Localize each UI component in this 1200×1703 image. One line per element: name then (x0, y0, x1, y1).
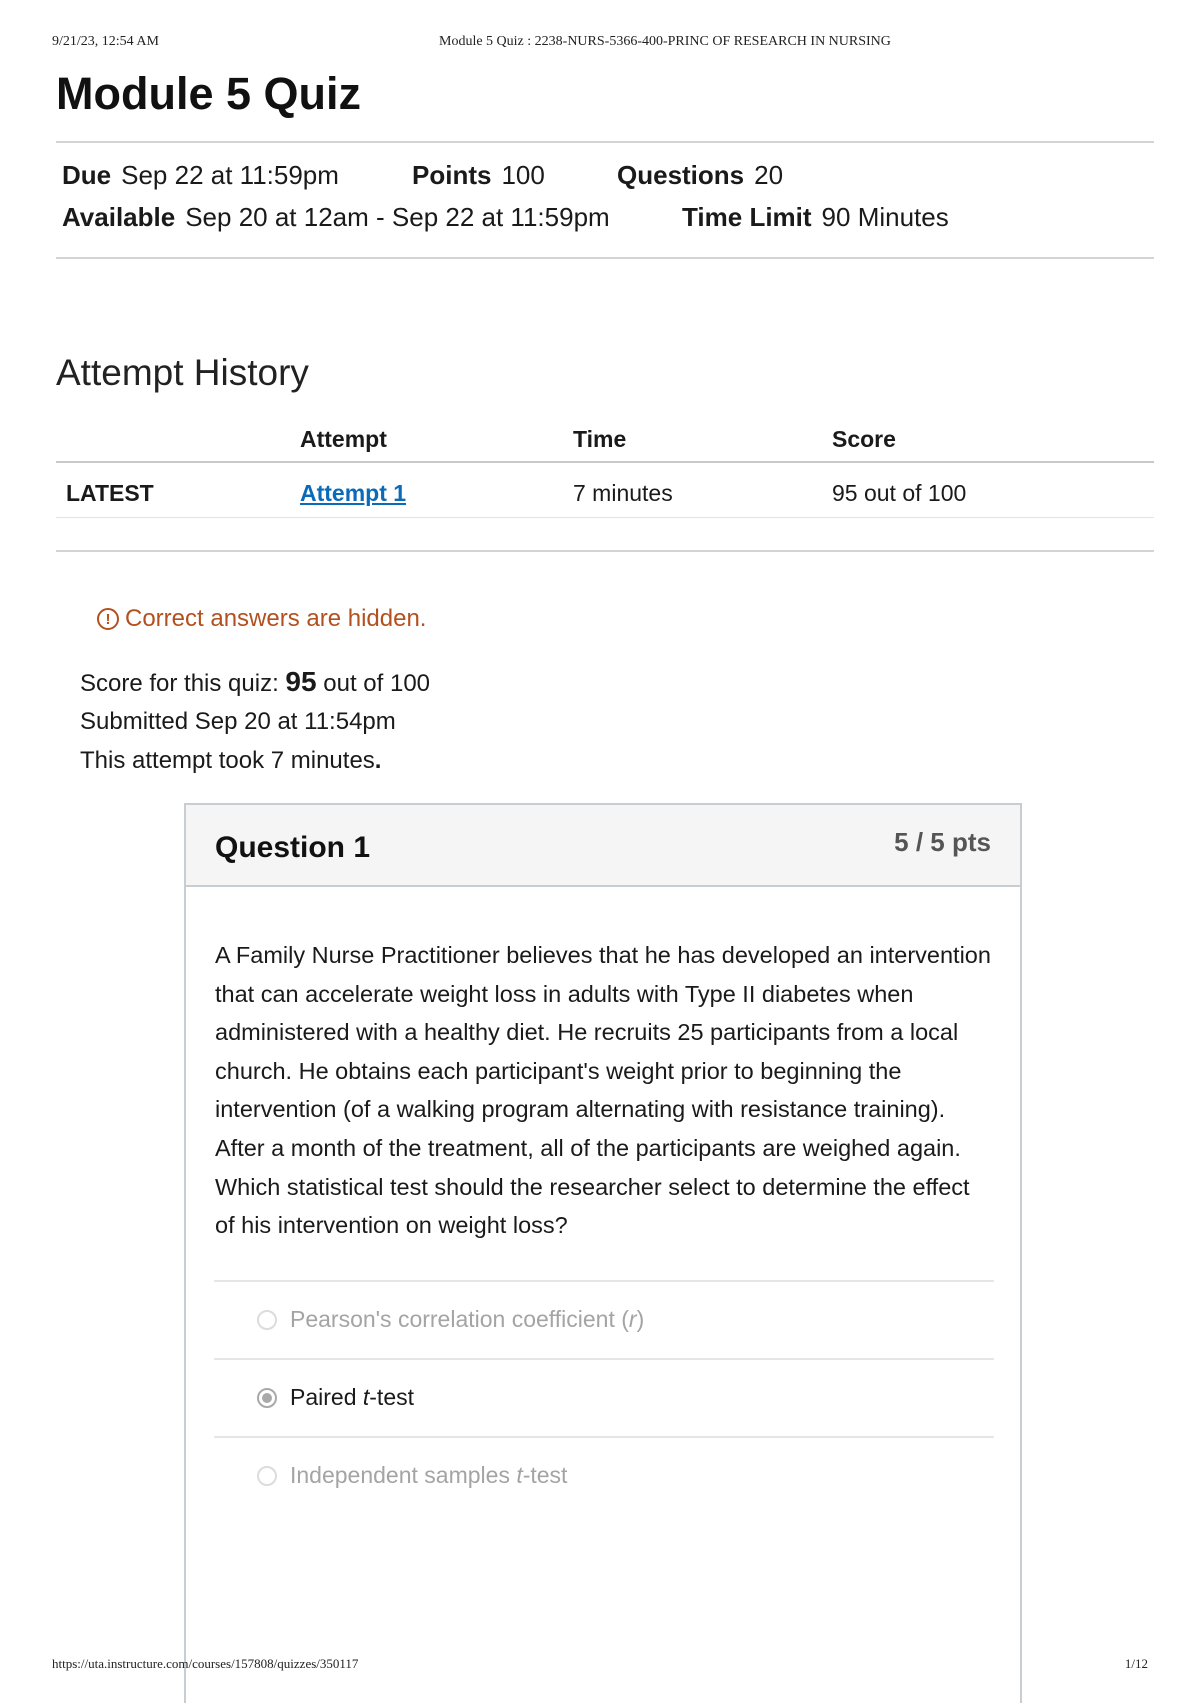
points-info (412, 160, 545, 191)
question-header (186, 805, 1020, 887)
answer-label (290, 1462, 567, 1489)
answer-option[interactable] (214, 1280, 994, 1358)
due-label: Due (62, 160, 112, 190)
points-label: Points (412, 160, 492, 190)
question-points: 5 / 5 pts (894, 827, 991, 857)
questions-value: 20 (754, 160, 784, 190)
available-label: Available (62, 202, 176, 232)
divider (56, 141, 1154, 143)
duration-text: This attempt took 7 minutes (80, 747, 375, 774)
print-page-title: Module 5 Quiz : 2238-NURS-5366-400-PRINC OF RESEARCH IN NURSING (439, 34, 891, 49)
questions-info (617, 160, 783, 191)
latest-tag: LATEST (66, 480, 154, 506)
duration-line (80, 747, 381, 775)
table-row-rule (56, 517, 1154, 518)
column-header-score: Score (832, 426, 896, 452)
answer-label-symbol: r (628, 1306, 637, 1332)
question-text: A Family Nurse Practitioner believes that he has developed an intervention that can accelerate weight loss in adults with Type II diabetes when administered with a healthy diet. He recruits 25 participants from a local church. He obtains each participant's weight prior to beginning the intervention (of a walking program alternating with resistance training). After a month of the treatment, all of the participants are weighed again. Which statistical test should the researcher select to determine the effect of his intervention on weight loss? (215, 942, 991, 1239)
points-value: 100 (501, 160, 545, 190)
answer-label-suffix: ) (636, 1306, 645, 1332)
column-header-time: Time (573, 426, 627, 452)
answer-label-text: Pearson's correlation coefficient ( (290, 1306, 629, 1332)
page-title: Module 5 Quiz (56, 68, 362, 119)
answer-label-symbol: t (362, 1384, 370, 1410)
answer-option-selected[interactable] (214, 1358, 994, 1436)
question-title: Question 1 (215, 831, 371, 864)
attempt-history-title: Attempt History (56, 352, 309, 393)
radio-button-selected[interactable] (257, 1388, 277, 1408)
answer-label (290, 1384, 414, 1411)
answer-label-suffix: -test (369, 1384, 414, 1410)
radio-button[interactable] (257, 1310, 277, 1330)
attempt-score: 95 out of 100 (832, 480, 967, 506)
answer-option[interactable] (214, 1436, 994, 1514)
answer-label (290, 1306, 644, 1333)
attempt-1-link[interactable]: Attempt 1 (300, 480, 407, 506)
print-page-number: 1/12 (1124, 1656, 1148, 1671)
column-header-attempt: Attempt (300, 426, 387, 452)
due-info (62, 160, 339, 191)
time-limit-info (682, 202, 949, 233)
attempt-time: 7 minutes (573, 480, 673, 506)
available-info (62, 202, 610, 233)
score-value: 95 (285, 666, 317, 697)
alert-circle-icon: ! (97, 608, 119, 630)
print-header (52, 34, 1148, 54)
due-value: Sep 22 at 11:59pm (121, 160, 339, 190)
print-footer (52, 1656, 1148, 1676)
print-date: 9/21/23, 12:54 AM (52, 34, 159, 49)
radio-button[interactable] (257, 1466, 277, 1486)
notice-text: Correct answers are hidden. (125, 605, 427, 632)
divider (56, 257, 1154, 259)
time-limit-value: 90 Minutes (821, 202, 949, 232)
duration-period: . (374, 747, 382, 774)
table-header-rule (56, 461, 1154, 463)
divider (56, 550, 1154, 552)
answer-label-text: Independent samples (290, 1462, 517, 1488)
available-value: Sep 20 at 12am - Sep 22 at 11:59pm (185, 202, 610, 232)
answer-label-symbol: t (516, 1462, 523, 1488)
answer-label-text: Paired (290, 1384, 363, 1410)
question-card (184, 803, 1022, 1703)
questions-label: Questions (617, 160, 745, 190)
submitted-line: Submitted Sep 20 at 11:54pm (80, 708, 396, 735)
score-prefix: Score for this quiz: (80, 670, 279, 697)
answer-label-suffix: -test (522, 1462, 568, 1488)
answers-hidden-notice (97, 605, 426, 633)
quiz-score-line (80, 666, 430, 698)
score-suffix: out of 100 (323, 670, 431, 697)
time-limit-label: Time Limit (682, 202, 812, 232)
print-url: https://uta.instructure.com/courses/157808/quizzes/350117 (52, 1656, 359, 1671)
